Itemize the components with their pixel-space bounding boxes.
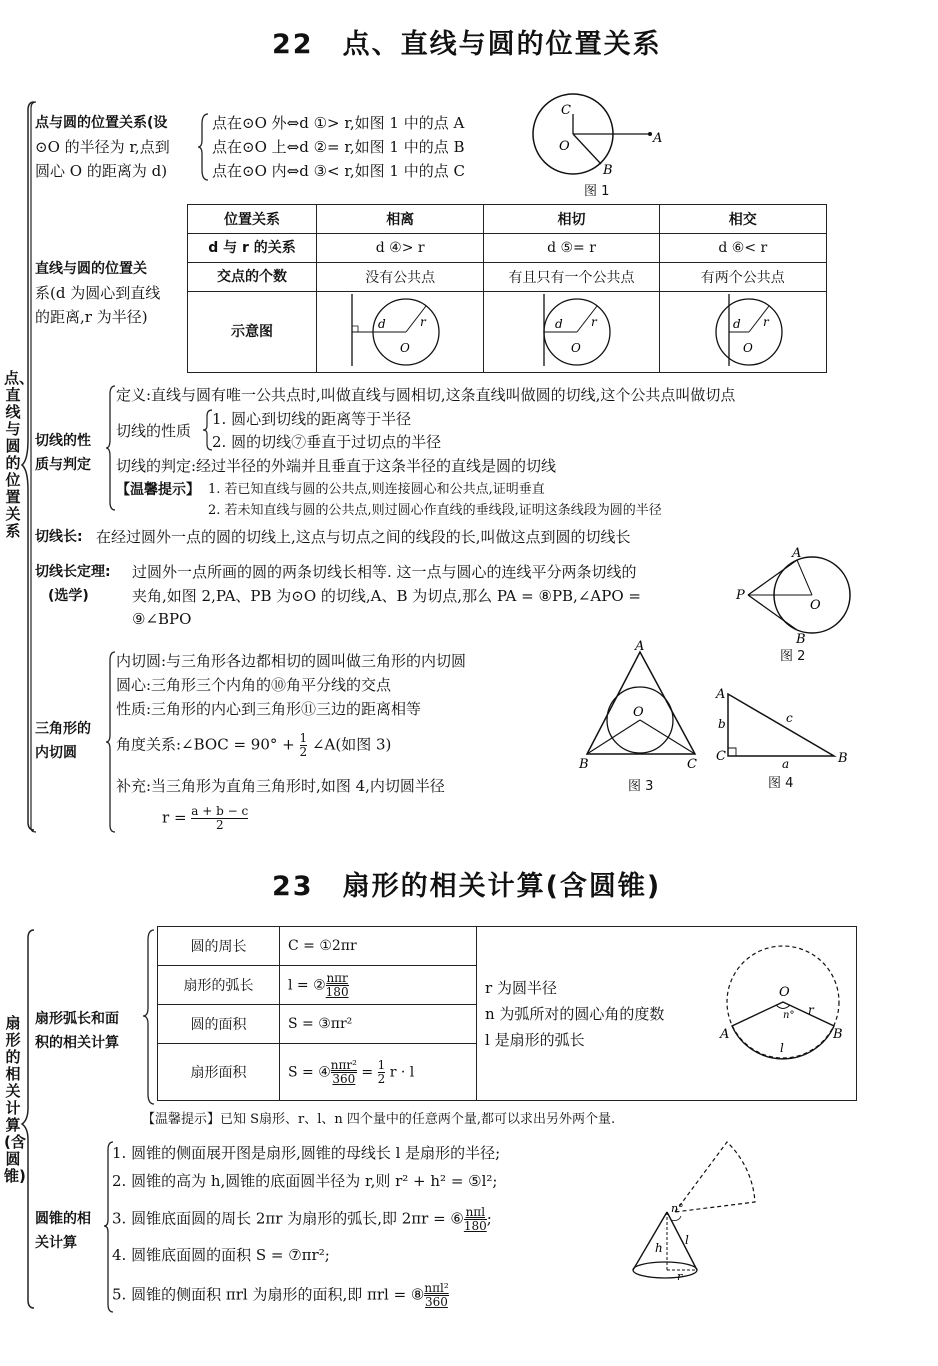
svg-text:n°: n° (783, 1009, 795, 1021)
pc-label-1: 点与圆的位置关系(设 (35, 115, 168, 131)
svg-text:d: d (555, 317, 564, 331)
figure-3 (575, 640, 705, 770)
cone-5-text: 5. 圆锥的侧面积 πrl 为扇形的面积,即 πrl = ⑧ (112, 1285, 425, 1304)
table-cell: 交点的个数 (188, 263, 317, 292)
arc-brace (142, 928, 156, 1108)
svg-text:b: b (718, 717, 726, 731)
tanlen-label: 切线长: (35, 529, 83, 545)
tan-brace (106, 384, 116, 514)
cone-4: 4. 圆锥底面圆的面积 S = ⑦πr²; (112, 1246, 330, 1264)
figure-2 (734, 545, 854, 645)
svg-text:d: d (732, 317, 741, 331)
tanlen-text: 在经过圆外一点的圆的切线上,这点与切点之间的线段的长,叫做这点到圆的切线长 (96, 528, 631, 546)
tanthm-optional: (选学) (48, 588, 89, 604)
svg-text:r: r (762, 315, 769, 329)
table-cell: d ④> r (317, 234, 484, 263)
sector-figure (718, 942, 848, 1082)
svg-text:c: c (786, 711, 793, 725)
arc-den: 180 (325, 984, 349, 999)
row-name: 圆的周长 (158, 927, 280, 966)
diagram-intersect (659, 292, 826, 373)
tanthm-3: ⑨∠BPO (132, 610, 192, 628)
tan-prop-label: 切线的性质 (116, 422, 192, 440)
pc-label-3: 圆心 O 的距离为 d) (35, 162, 168, 180)
svg-text:A: A (792, 546, 802, 561)
table-header: 相交 (659, 205, 826, 234)
svg-text:l: l (685, 1233, 689, 1247)
table-cell: 没有公共点 (317, 263, 484, 292)
section-22-title: 22 点、直线与圆的位置关系 (272, 29, 662, 60)
section-22-side-title: 点、直线与圆的位置关系 (4, 369, 35, 540)
cone3-den: 180 (463, 1219, 487, 1233)
cone-3-text: 3. 圆锥底面圆的周长 2πr 为扇形的弧长,即 2πr = ⑥ (112, 1209, 464, 1228)
in-angle-a: 角度关系:∠BOC = 90° + (116, 735, 295, 754)
pc-outside: 点在⊙O 外⇔d ①> r,如图 1 中的点 A (212, 114, 465, 132)
svg-text:l: l (780, 1040, 784, 1055)
svg-text:O: O (779, 984, 790, 1000)
hint-tag: 【温馨提示】 (116, 482, 200, 498)
svg-text:a: a (782, 757, 790, 769)
position-table (187, 204, 827, 373)
in-angle-b: ∠A(如图 3) (311, 735, 392, 754)
in-brace (106, 650, 116, 835)
note: r 为圆半径 (485, 978, 557, 997)
pc-inside: 点在⊙O 内⇔d ③< r,如图 1 中的点 C (212, 162, 465, 180)
figure-4 (712, 684, 852, 769)
tan-judgement: 切线的判定:经过半径的外端并且垂直于这条半径的直线是圆的切线 (116, 457, 557, 475)
pc-brace (198, 112, 210, 182)
section-23-bracket (20, 928, 50, 1313)
svg-text:B: B (796, 632, 806, 645)
half-den: 2 (299, 745, 308, 759)
cone5-num: nπl² (424, 1281, 449, 1295)
fraction-area (331, 1059, 357, 1086)
cone-figure (625, 1130, 765, 1285)
figure-4-caption: 图 4 (768, 776, 794, 791)
in-supplement: 补充:当三角形为直角三角形时,如图 4,内切圆半径 (116, 777, 445, 795)
svg-text:B: B (603, 163, 613, 178)
tan-prop-2: 2. 圆的切线⑦垂直于过切点的半径 (212, 433, 442, 451)
cone-label-2: 关计算 (35, 1235, 77, 1251)
half-num-2: 1 (377, 1057, 386, 1072)
svg-text:O: O (633, 705, 644, 720)
svg-text:O: O (400, 341, 411, 355)
cone-1: 1. 圆锥的侧面展开图是扇形,圆锥的母线长 l 是扇形的半径; (112, 1144, 501, 1162)
svg-text:n°: n° (671, 1202, 684, 1215)
fraction-half (300, 732, 308, 759)
svg-text:O: O (810, 598, 821, 613)
svg-text:h: h (655, 1241, 663, 1255)
tanthm-2: 夹角,如图 2,PA、PB 为⊙O 的切线,A、B 为切点,那么 PA = ⑧PB,∠APO = (132, 587, 641, 605)
svg-text:O: O (571, 341, 582, 355)
table-header: 相切 (484, 205, 659, 234)
svg-text:r: r (420, 315, 426, 329)
hint-1: 1. 若已知直线与圆的公共点,则连接圆心和公共点,证明垂直 (208, 482, 545, 497)
svg-text:B: B (579, 757, 589, 770)
sector-hint: 【温馨提示】已知 S扇形、r、l、n 四个量中的任意两个量,都可以求出另外两个量. (142, 1112, 616, 1127)
arc-label-2: 积的相关计算 (35, 1035, 119, 1051)
cone-5 (112, 1282, 449, 1309)
svg-text:A: A (716, 687, 726, 702)
tan-label-2: 质与判定 (35, 457, 91, 473)
svg-text:O: O (742, 341, 753, 355)
pc-label-2: ⊙O 的半径为 r,点到 (35, 138, 170, 156)
figure-1-caption: 图 1 (584, 184, 610, 199)
half-num: 1 (299, 731, 308, 745)
in-radius-formula (162, 805, 248, 832)
fraction-cone-5 (424, 1282, 448, 1309)
table-cell: d ⑤= r (484, 234, 659, 263)
svg-text:r: r (591, 315, 598, 329)
table-cell: 有且只有一个公共点 (484, 263, 659, 292)
svg-text:P: P (736, 588, 745, 603)
svg-text:A: A (720, 1026, 730, 1042)
diagram-separate (317, 292, 484, 373)
section-23-side-title: 扇形的相关计算(含圆锥) (4, 1014, 26, 1185)
svg-text:A: A (653, 131, 663, 146)
tan-definition: 定义:直线与圆有唯一公共点时,叫做直线与圆相切,这条直线叫做圆的切线,这个公共点叫做切点 (116, 386, 736, 404)
row-name: 扇形面积 (158, 1044, 280, 1101)
svg-text:A: A (635, 640, 645, 654)
fraction-incircle-r (191, 805, 248, 832)
table-cell: d ⑥< r (659, 234, 826, 263)
svg-text:d: d (378, 317, 386, 331)
section-23-title: 23 扇形的相关计算(含圆锥) (272, 871, 662, 902)
diagram-tangent (484, 292, 659, 373)
figure-3-caption: 图 3 (628, 779, 654, 794)
cone-3: 3. 圆锥底面圆的周长 2πr 为扇形的弧长,即 2πr = ⑥ $\frac{\text{nπl}}{180}$ ; (112, 1205, 492, 1233)
row-formula: C = ①2πr (280, 927, 477, 966)
table-cell: d 与 r 的关系 (188, 234, 317, 263)
tanthm-1: 过圆外一点所画的圆的两条切线长相等. 这一点与圆心的连线平分两条切线的 (132, 563, 637, 581)
cone5-den: 360 (425, 1295, 448, 1309)
in-definition: 内切圆:与三角形各边都相切的圆叫做三角形的内切圆 (116, 652, 467, 670)
sector-table (157, 926, 857, 1101)
table-cell: 示意图 (188, 292, 317, 373)
lc-label-1: 直线与圆的位置关 (35, 261, 147, 277)
in-r-den: 2 (215, 818, 224, 832)
svg-text:r: r (808, 1002, 814, 1017)
svg-text:B: B (838, 751, 848, 766)
area-den: 360 (332, 1071, 356, 1086)
pc-on: 点在⊙O 上⇔d ②= r,如图 1 中的点 B (212, 138, 465, 156)
note: n 为弧所对的圆心角的度数 (485, 1004, 665, 1023)
svg-text:C: C (561, 103, 571, 118)
figure-2-caption: 图 2 (780, 649, 806, 664)
svg-text:C: C (716, 749, 726, 764)
arc-num: nπr (326, 970, 348, 985)
hint-2: 2. 若未知直线与圆的公共点,则过圆心作直线的垂线段,证明这条线段为圆的半径 (208, 503, 662, 518)
lc-label-2: 系(d 为圆心到直线 (35, 284, 161, 302)
svg-text:C: C (687, 757, 697, 770)
notes-cell (477, 927, 711, 1101)
fraction-cone-3 (464, 1206, 487, 1233)
in-angle (116, 732, 391, 759)
in-label-2: 内切圆 (35, 745, 77, 761)
row-name: 圆的面积 (158, 1005, 280, 1044)
area-formula-lead: S = ④ (288, 1064, 331, 1080)
area-num: nπr² (330, 1057, 357, 1072)
in-r-num: a + b − c (191, 804, 249, 818)
table-header: 相离 (317, 205, 484, 234)
area-tail: r · l (389, 1064, 415, 1080)
tan-prop-1: 1. 圆心到切线的距离等于半径 (212, 410, 412, 428)
svg-text:r: r (677, 1270, 683, 1283)
note: l 是扇形的弧长 (485, 1030, 585, 1049)
svg-text:O: O (559, 139, 570, 154)
in-r-label: r = (162, 808, 187, 827)
svg-text:B: B (833, 1026, 843, 1042)
half-den-2: 2 (377, 1071, 386, 1086)
row-name: 扇形的弧长 (158, 966, 280, 1005)
cone3-num: nπl (465, 1205, 486, 1219)
arc-formula-lead: l = ② (288, 977, 326, 993)
row-formula-area: S = ④ $\frac{\text{nπr²}}{360}$ = $\frac{1}{2}$ r · l (280, 1044, 477, 1101)
figure-1 (525, 92, 675, 187)
row-formula-arc (280, 966, 477, 1005)
in-center: 圆心:三角形三个内角的⑩角平分线的交点 (116, 676, 392, 694)
sector-figure-cell (710, 927, 857, 1101)
cone-label-1: 圆锥的相 (35, 1211, 91, 1227)
table-header: 位置关系 (188, 205, 317, 234)
table-cell: 有两个公共点 (659, 263, 826, 292)
cone-2: 2. 圆锥的高为 h,圆锥的底面圆半径为 r,则 r² + h² = ⑤l²; (112, 1172, 498, 1190)
arc-label-1: 扇形弧长和面 (35, 1011, 119, 1027)
tanthm-label: 切线长定理: (35, 564, 111, 580)
in-label-1: 三角形的 (35, 721, 91, 737)
fraction-arc (326, 972, 349, 999)
lc-label-3: 的距离,r 为半径) (35, 308, 148, 326)
row-formula: S = ③πr² (280, 1005, 477, 1044)
fraction-half-2 (378, 1059, 386, 1086)
in-property: 性质:三角形的内心到三角形⑪三边的距离相等 (116, 700, 422, 718)
tan-label-1: 切线的性 (35, 433, 91, 449)
